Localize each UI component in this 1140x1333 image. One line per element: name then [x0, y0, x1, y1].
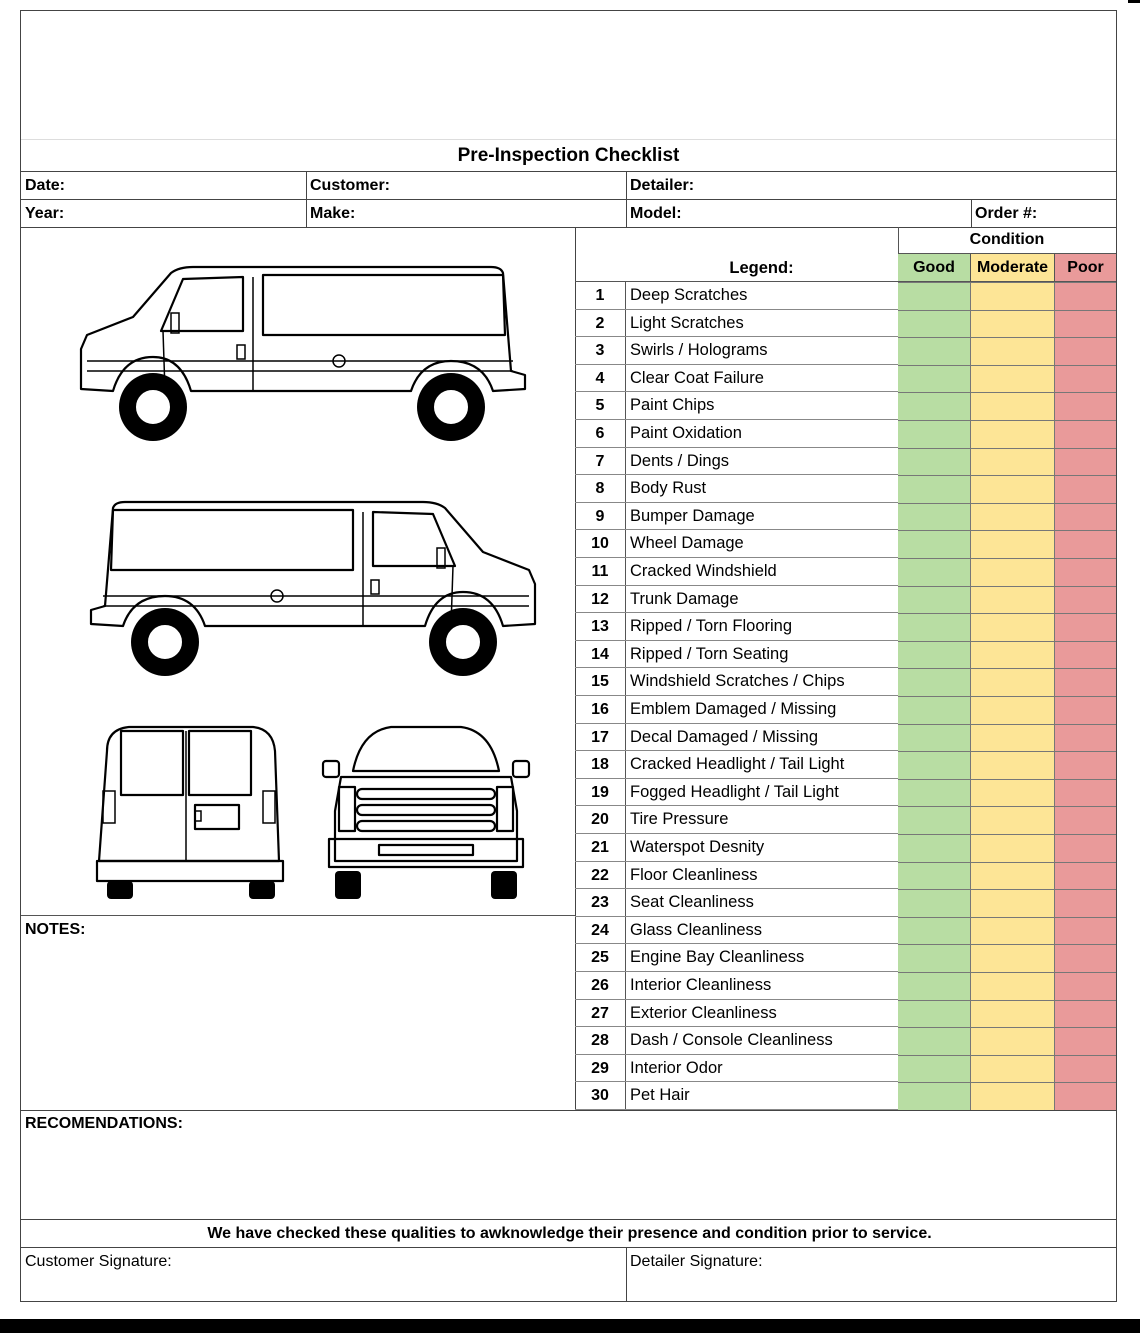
col-divider-c [971, 199, 972, 227]
signature-divider [626, 1247, 627, 1301]
condition-cell-poor[interactable] [1054, 503, 1116, 531]
condition-cell-good[interactable] [898, 1082, 970, 1110]
customer-label: Customer: [310, 177, 391, 194]
condition-cell-good[interactable] [898, 586, 970, 614]
item-label: Tire Pressure [630, 810, 729, 829]
row-divider [575, 557, 898, 558]
item-label: Body Rust [630, 479, 707, 498]
condition-cell-moderate[interactable] [970, 1027, 1054, 1055]
row-divider [575, 971, 898, 972]
condition-cell-poor[interactable] [1054, 668, 1116, 696]
row-divider [575, 695, 898, 696]
item-number: 24 [591, 921, 609, 939]
condition-cell-poor[interactable] [1054, 475, 1116, 503]
recommendations-top [21, 1110, 1116, 1111]
header-logo-divider [21, 139, 1116, 140]
row-divider [575, 833, 898, 834]
condition-cell-moderate[interactable] [970, 530, 1054, 558]
condition-cell-poor[interactable] [1054, 834, 1116, 862]
condition-cell-moderate[interactable] [970, 586, 1054, 614]
van-side-right-icon [83, 496, 543, 676]
row-divider [575, 888, 898, 889]
item-label: Cracked Windshield [630, 562, 777, 580]
col-divider-b [626, 171, 627, 227]
row-divider [575, 1081, 898, 1082]
row-divider [575, 805, 898, 806]
item-label: Ripped / Torn Flooring [630, 617, 793, 636]
condition-cell-poor[interactable] [1054, 889, 1116, 917]
inspection-sheet [20, 10, 1117, 1302]
row-divider [575, 1054, 898, 1055]
item-number: 28 [591, 1032, 609, 1050]
item-label: Ripped / Torn Seating [630, 644, 789, 663]
condition-cell-good[interactable] [898, 641, 970, 669]
condition-cell-moderate[interactable] [970, 862, 1054, 890]
condition-cell-poor[interactable] [1054, 448, 1116, 476]
row-divider [575, 336, 898, 337]
condition-cell-good[interactable] [898, 834, 970, 862]
notes-divider [21, 915, 575, 916]
row-divider [575, 447, 898, 448]
condition-cell-moderate[interactable] [970, 889, 1054, 917]
condition-cell-moderate[interactable] [970, 944, 1054, 972]
condition-cell-good[interactable] [898, 1055, 970, 1083]
row-divider [575, 612, 898, 613]
item-number: 27 [591, 1004, 609, 1022]
condition-cell-poor[interactable] [1054, 613, 1116, 641]
item-label: Paint Oxidation [630, 424, 742, 442]
condition-cell-poor[interactable] [1054, 310, 1116, 338]
item-label: Interior Odor [630, 1058, 723, 1077]
bottom-edge-bar [0, 1319, 1140, 1333]
item-number: 8 [595, 480, 605, 498]
recommendations-label: RECOMENDATIONS: [25, 1115, 183, 1132]
item-number: 17 [591, 728, 609, 746]
condition-cell-good[interactable] [898, 944, 970, 972]
order-label: Order #: [975, 205, 1038, 222]
condition-header-poor: Poor [1054, 254, 1116, 281]
item-number: 3 [595, 342, 605, 360]
row-divider [575, 529, 898, 530]
signature-top [21, 1247, 1116, 1248]
condition-label: Condition [969, 231, 1045, 248]
item-number: 15 [591, 673, 609, 691]
condition-cell-good[interactable] [898, 1000, 970, 1028]
condition-cell-good[interactable] [898, 806, 970, 834]
condition-cell-poor[interactable] [1054, 1027, 1116, 1055]
condition-cell-moderate[interactable] [970, 696, 1054, 724]
condition-cell-poor[interactable] [1054, 558, 1116, 586]
item-label: Pet Hair [630, 1086, 690, 1105]
item-label: Dash / Console Cleanliness [630, 1031, 833, 1050]
condition-cell-good[interactable] [898, 530, 970, 558]
item-label: Exterior Cleanliness [630, 1003, 777, 1022]
condition-cell-moderate[interactable] [970, 613, 1054, 641]
item-label: Clear Coat Failure [630, 368, 764, 387]
condition-cell-poor[interactable] [1054, 1000, 1116, 1028]
item-number: 4 [595, 369, 605, 387]
item-number: 1 [595, 287, 605, 304]
condition-cell-poor[interactable] [1054, 862, 1116, 890]
item-number: 22 [591, 866, 609, 884]
condition-cell-good[interactable] [898, 420, 970, 448]
item-number: 16 [591, 701, 609, 718]
row1-divider [21, 199, 1116, 200]
item-number: 26 [591, 977, 609, 994]
van-rear-icon [93, 721, 288, 901]
condition-cell-good[interactable] [898, 751, 970, 779]
item-label: Interior Cleanliness [630, 976, 772, 994]
condition-cell-good[interactable] [898, 337, 970, 365]
condition-cell-poor[interactable] [1054, 724, 1116, 752]
item-number: 9 [595, 507, 605, 525]
row-divider [575, 999, 898, 1000]
item-label: Light Scratches [630, 313, 744, 332]
item-label: Cracked Headlight / Tail Light [630, 755, 845, 774]
title-divider [21, 171, 1116, 172]
condition-cell-moderate[interactable] [970, 1055, 1054, 1083]
condition-cell-moderate[interactable] [970, 475, 1054, 503]
condition-cell-poor[interactable] [1054, 972, 1116, 1000]
condition-cell-good[interactable] [898, 724, 970, 752]
corner-mark [1128, 0, 1140, 3]
row-divider [575, 391, 898, 392]
detailer-signature-label: Detailer Signature: [630, 1253, 763, 1270]
item-label: Bumper Damage [630, 506, 755, 525]
condition-cell-poor[interactable] [1054, 420, 1116, 448]
condition-cell-good[interactable] [898, 392, 970, 420]
condition-cell-good[interactable] [898, 475, 970, 503]
acknowledgement-text: We have checked these qualities to awknowledge their presence and condition prior to service. [207, 1225, 932, 1242]
condition-cell-moderate[interactable] [970, 724, 1054, 752]
item-number: 18 [591, 756, 609, 774]
condition-header-good: Good [898, 254, 970, 281]
condition-cell-poor[interactable] [1054, 586, 1116, 614]
item-number: 12 [591, 590, 609, 608]
condition-cell-good[interactable] [898, 862, 970, 890]
item-number: 20 [591, 811, 609, 829]
condition-cell-moderate[interactable] [970, 1000, 1054, 1028]
item-number: 29 [591, 1059, 609, 1077]
condition-cell-moderate[interactable] [970, 282, 1054, 310]
item-label: Windshield Scratches / Chips [630, 672, 845, 691]
condition-cell-moderate[interactable] [970, 917, 1054, 945]
item-number: 7 [595, 452, 605, 470]
condition-cell-moderate[interactable] [970, 641, 1054, 669]
condition-cell-good[interactable] [898, 558, 970, 586]
item-label: Deep Scratches [630, 286, 748, 304]
item-label: Seat Cleanliness [630, 893, 754, 912]
model-label: Model: [630, 205, 682, 222]
col-divider-a [306, 171, 307, 227]
date-label: Date: [25, 177, 66, 194]
row-divider [575, 364, 898, 365]
item-number: 19 [591, 783, 609, 801]
row-divider [575, 502, 898, 503]
condition-cell-moderate[interactable] [970, 751, 1054, 779]
condition-cell-moderate[interactable] [970, 310, 1054, 338]
item-number: 23 [591, 894, 609, 912]
item-number: 25 [591, 949, 609, 967]
condition-cell-good[interactable] [898, 779, 970, 807]
item-label: Floor Cleanliness [630, 865, 758, 884]
condition-cell-poor[interactable] [1054, 1055, 1116, 1083]
condition-cell-good[interactable] [898, 972, 970, 1000]
condition-header-moderate: Moderate [970, 254, 1054, 281]
row-divider [575, 723, 898, 724]
year-label: Year: [25, 205, 65, 222]
ack-top [21, 1219, 1116, 1220]
make-label: Make: [310, 205, 356, 222]
condition-cell-moderate[interactable] [970, 337, 1054, 365]
row-divider [575, 474, 898, 475]
item-label: Emblem Damaged / Missing [630, 700, 837, 718]
item-label: Paint Chips [630, 396, 715, 415]
condition-cell-moderate[interactable] [970, 448, 1054, 476]
item-label: Swirls / Holograms [630, 341, 768, 360]
item-label: Engine Bay Cleanliness [630, 948, 805, 967]
condition-cell-poor[interactable] [1054, 779, 1116, 807]
condition-cell-poor[interactable] [1054, 282, 1116, 310]
condition-cell-poor[interactable] [1054, 337, 1116, 365]
condition-cell-good[interactable] [898, 365, 970, 393]
condition-cell-moderate[interactable] [970, 503, 1054, 531]
item-label: Dents / Dings [630, 451, 730, 470]
row-divider [575, 667, 898, 668]
condition-cell-moderate[interactable] [970, 392, 1054, 420]
row-divider [575, 750, 898, 751]
detailer-label: Detailer: [630, 177, 695, 194]
item-number: 21 [591, 839, 609, 856]
condition-cell-poor[interactable] [1054, 917, 1116, 945]
condition-cell-poor[interactable] [1054, 944, 1116, 972]
row-divider [575, 916, 898, 917]
condition-cell-good[interactable] [898, 668, 970, 696]
condition-cell-poor[interactable] [1054, 751, 1116, 779]
row-divider [575, 419, 898, 420]
condition-cell-good[interactable] [898, 282, 970, 310]
item-number: 6 [595, 425, 605, 442]
item-label: Waterspot Desnity [630, 838, 765, 856]
condition-cell-moderate[interactable] [970, 972, 1054, 1000]
row-divider [575, 943, 898, 944]
condition-cell-moderate[interactable] [970, 1082, 1054, 1110]
legend-table [575, 227, 1116, 1110]
condition-cell-poor[interactable] [1054, 365, 1116, 393]
condition-cell-moderate[interactable] [970, 806, 1054, 834]
condition-cell-poor[interactable] [1054, 392, 1116, 420]
condition-cell-moderate[interactable] [970, 558, 1054, 586]
van-front-icon [321, 721, 531, 901]
condition-cell-good[interactable] [898, 889, 970, 917]
condition-cell-moderate[interactable] [970, 668, 1054, 696]
row-divider [575, 1026, 898, 1027]
item-number: 30 [591, 1087, 609, 1105]
condition-cell-poor[interactable] [1054, 696, 1116, 724]
item-label: Trunk Damage [630, 589, 739, 608]
condition-cell-poor[interactable] [1054, 530, 1116, 558]
item-number: 2 [595, 314, 605, 332]
condition-cell-good[interactable] [898, 696, 970, 724]
item-label: Decal Damaged / Missing [630, 727, 818, 746]
row-divider [575, 309, 898, 310]
condition-cell-poor[interactable] [1054, 1082, 1116, 1110]
condition-cell-moderate[interactable] [970, 834, 1054, 862]
van-side-left-icon [73, 261, 533, 441]
condition-cell-moderate[interactable] [970, 365, 1054, 393]
row-divider [575, 640, 898, 641]
row-divider [575, 778, 898, 779]
condition-cell-good[interactable] [898, 503, 970, 531]
row-divider [575, 585, 898, 586]
item-number: 13 [591, 618, 609, 636]
legend-label: Legend: [729, 259, 794, 277]
row-divider [575, 861, 898, 862]
condition-cell-good[interactable] [898, 613, 970, 641]
condition-cell-moderate[interactable] [970, 420, 1054, 448]
notes-label: NOTES: [25, 921, 86, 938]
item-label: Glass Cleanliness [630, 920, 763, 939]
customer-signature-label: Customer Signature: [25, 1253, 172, 1270]
item-number: 5 [595, 397, 605, 415]
item-label: Wheel Damage [630, 534, 744, 553]
item-number: 14 [591, 645, 609, 663]
condition-cell-good[interactable] [898, 310, 970, 338]
condition-cell-moderate[interactable] [970, 779, 1054, 807]
condition-cell-poor[interactable] [1054, 806, 1116, 834]
condition-cell-good[interactable] [898, 917, 970, 945]
item-number: 10 [591, 535, 609, 553]
item-label: Fogged Headlight / Tail Light [630, 782, 839, 801]
condition-cell-poor[interactable] [1054, 641, 1116, 669]
condition-cell-good[interactable] [898, 448, 970, 476]
condition-cell-good[interactable] [898, 1027, 970, 1055]
page-title: Pre-Inspection Checklist [457, 145, 680, 166]
item-number: 11 [591, 563, 609, 580]
